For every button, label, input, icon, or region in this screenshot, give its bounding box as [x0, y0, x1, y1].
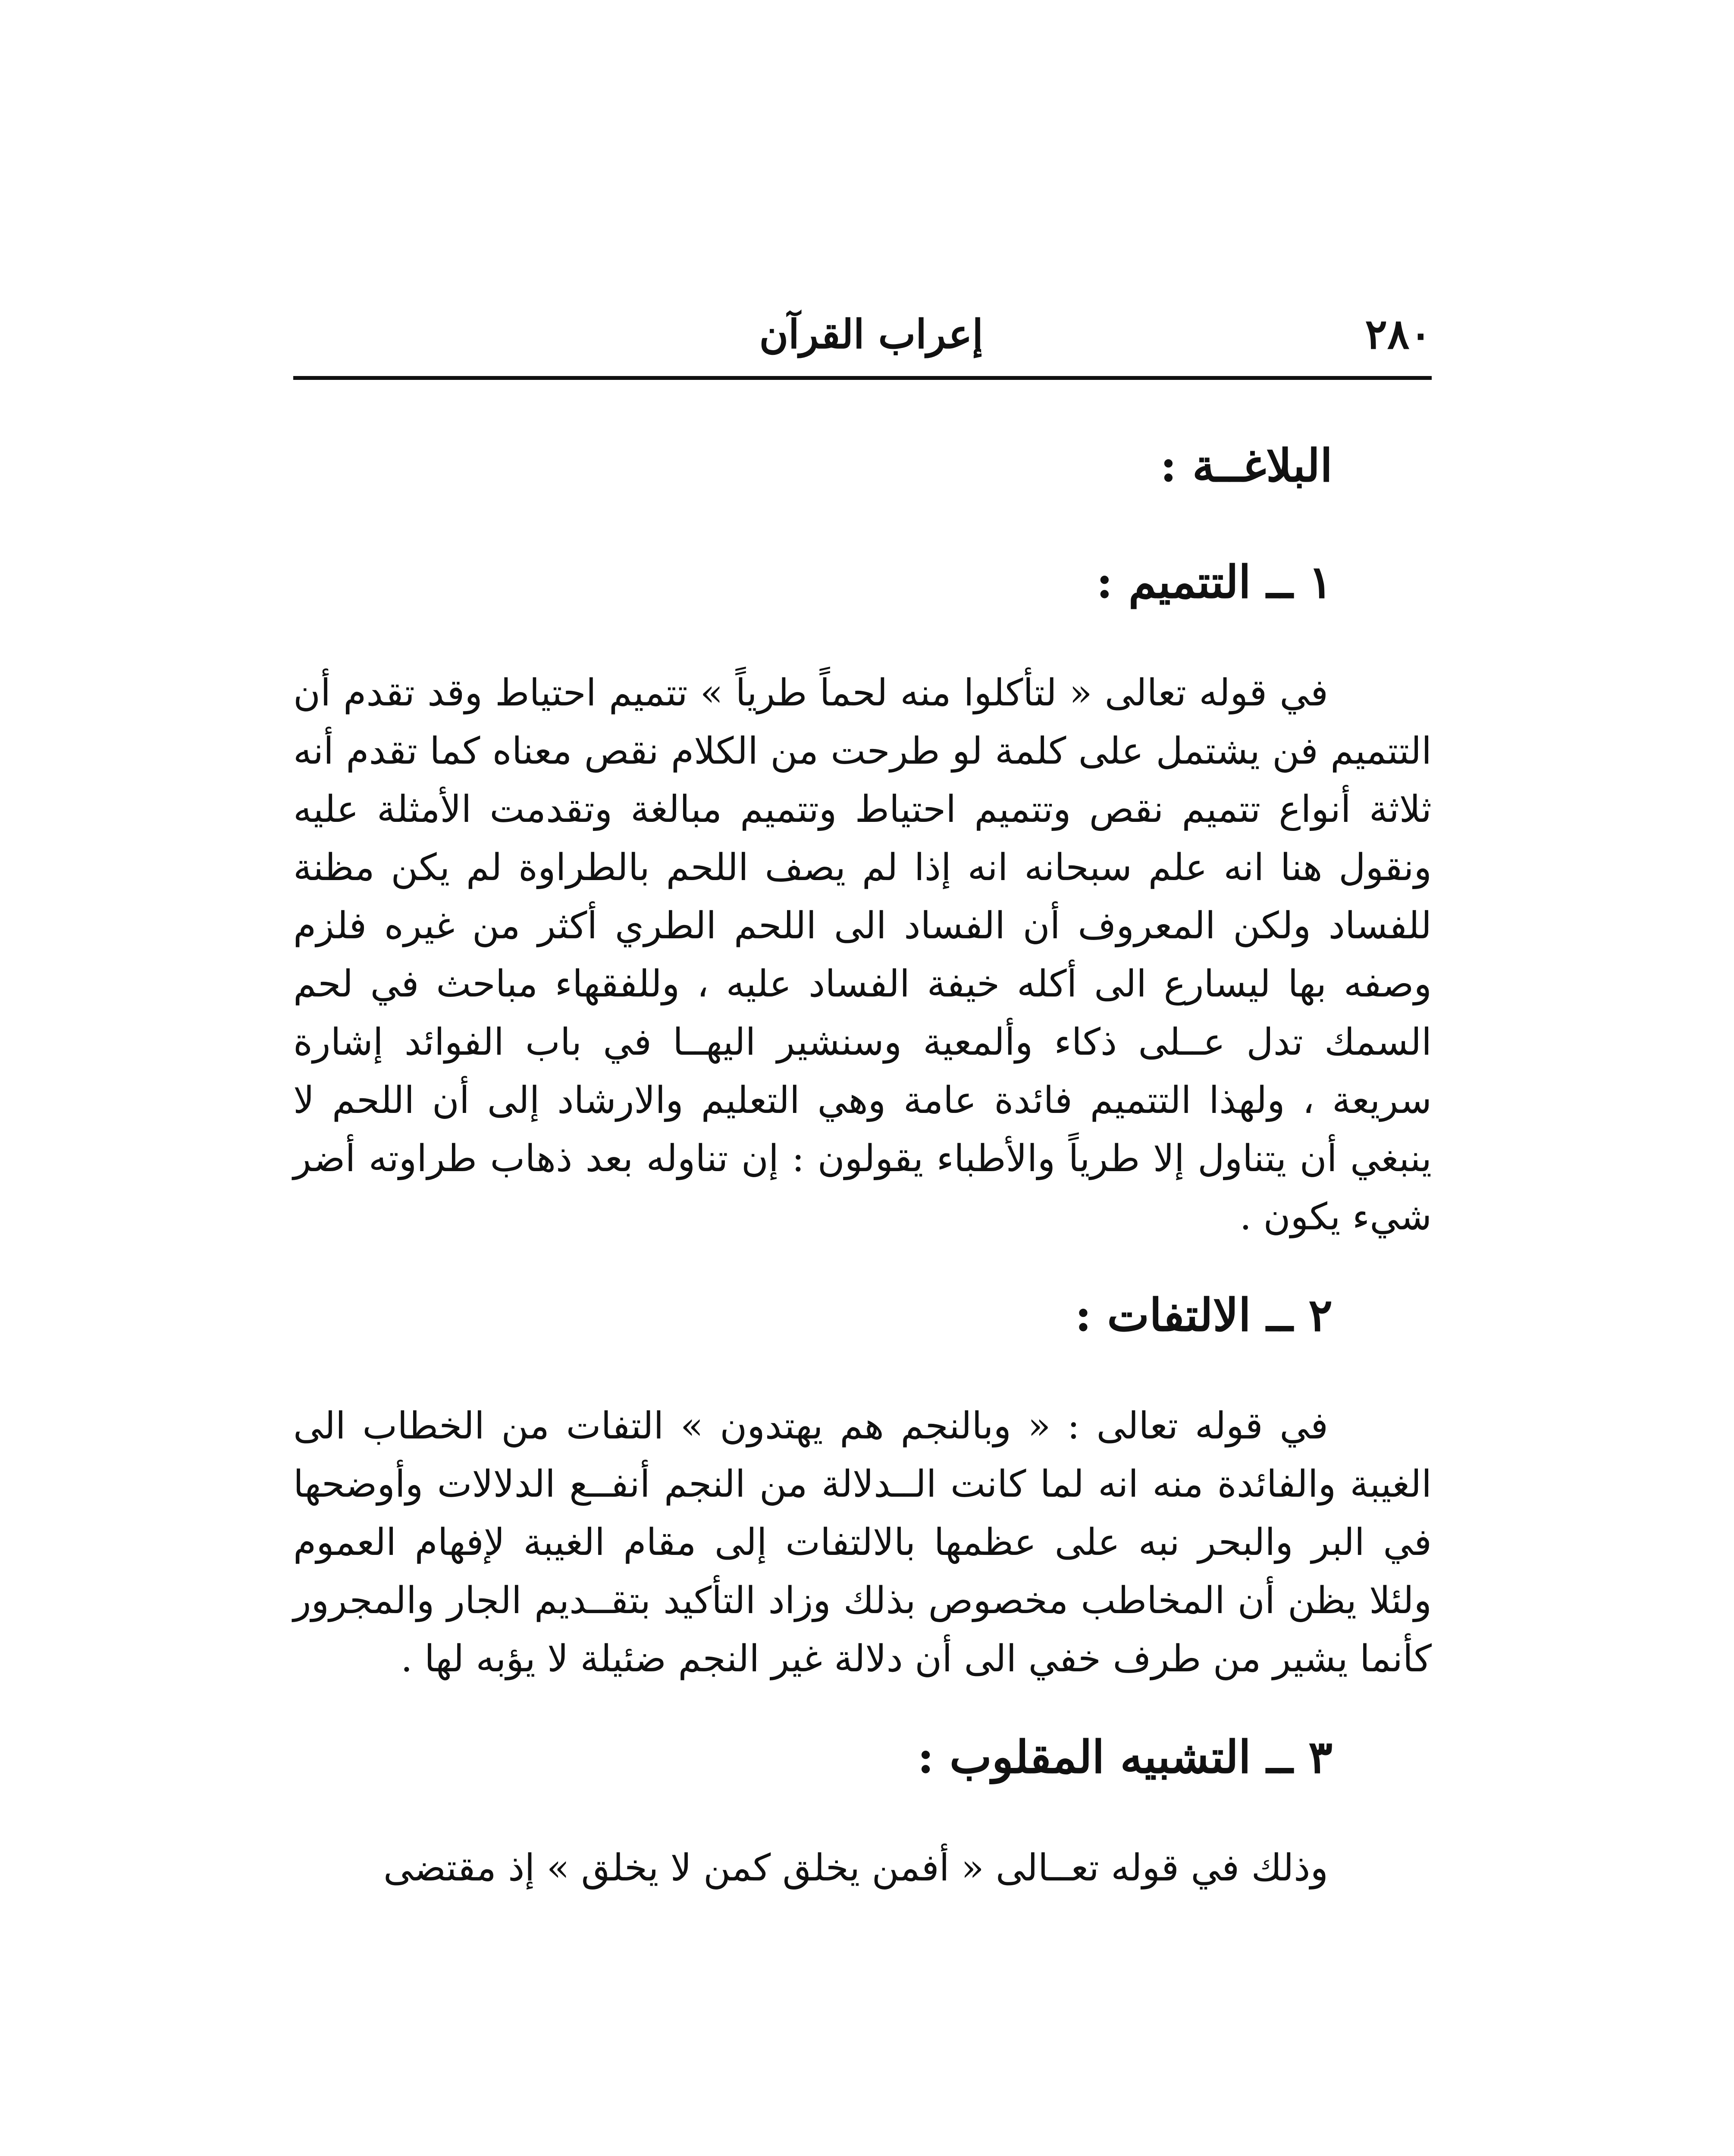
book-title: إعراب القرآن — [759, 311, 983, 357]
section-heading-tashbih-maqlub: ٣ ــ التشبيه المقلوب : — [917, 1730, 1333, 1783]
page-number: ٢٨٠ — [1365, 310, 1432, 358]
section-heading-iltifat: ٢ ــ الالتفات : — [1075, 1288, 1333, 1341]
header-divider — [293, 376, 1432, 380]
section-paragraph-tatmim: في قوله تعالى « لتأكلوا منه لحماً طرياً » تتميم احتياط وقد تقدم أن التتميم فن يشتمل على كلمة لو طرحت من الكلام نقص معناه كما تقدم أنه ثلاثة أنواع تتميم نقص وتتميم احتياط وتتميم مبالغة وتقدمت الأمثلة عليه ونقول هنا انه علم سبحانه انه إذا لم يصف اللحم بالطراوة لم يكن مظنة للفساد ولكن المعروف أن الفساد الى اللحم الطري أكثر من غيره فلزم وصفه بها ليسارع الى أكله خيفة الفساد عليه ، وللفقهاء مباحث في لحم السمك تدل عــلى ذكاء وألمعية وسنشير اليهــا في باب الفوائد إشارة سريعة ، ولهذا التتميم فائدة عامة وهي التعليم والارشاد إلى أن اللحم لا ينبغي أن يتناول إلا طرياً والأطباء يقولون : إن تناوله بعد ذهاب طراوته أضر شيء يكون . — [293, 671, 1432, 1238]
section-paragraph-tashbih-maqlub: وذلك في قوله تعــالى « أفمن يخلق كمن لا يخلق » إذ مقتضى — [383, 1846, 1328, 1890]
running-header — [293, 302, 1432, 371]
section-heading-tatmim: ١ ــ التتميم : — [1096, 555, 1333, 608]
main-heading: البلاغــة : — [1160, 439, 1333, 492]
section-paragraph-iltifat: في قوله تعالى : « وبالنجم هم يهتدون » التفات من الخطاب الى الغيبة والفائدة منه انه لما كانت الــدلالة من النجم أنفــع الدلالات وأوضحها في البر والبحر نبه على عظمها بالالتفات إلى مقام الغيبة لإفهام العموم ولئلا يظن أن المخاطب مخصوص بذلك وزاد التأكيد بتقــديم الجار والمجرور كأنما يشير من طرف خفي الى أن دلالة غير النجم ضئيلة لا يؤبه لها . — [293, 1404, 1432, 1680]
page-content — [293, 414, 1432, 1923]
